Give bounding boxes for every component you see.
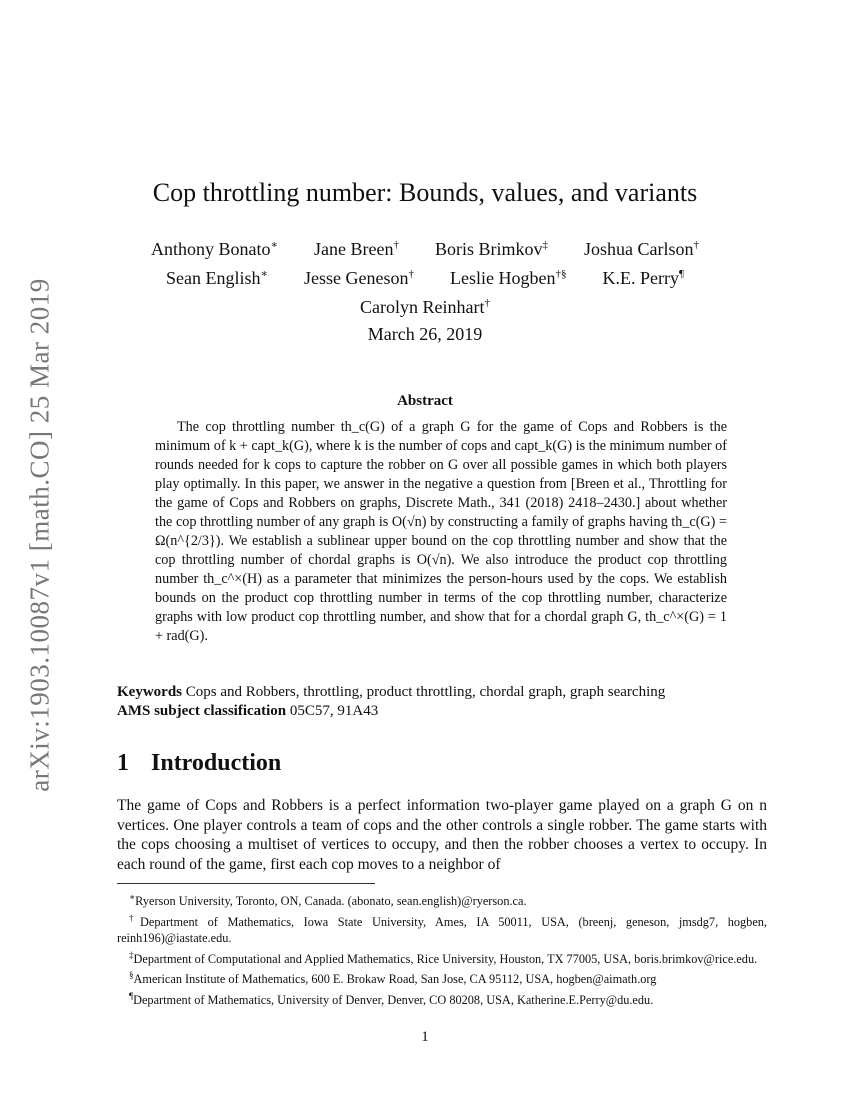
author: Jesse Geneson† xyxy=(304,268,415,288)
author-row-2 xyxy=(0,262,850,291)
footnote-rule xyxy=(117,883,375,884)
keywords-text: Cops and Robbers, throttling, product throttling, chordal graph, graph searching xyxy=(185,684,666,700)
ams-label: AMS subject classification xyxy=(117,703,287,719)
abstract-text: The cop throttling number th_c(G) of a graph G for the game of Cops and Robbers is the minimum of k + capt_k(G), where k is the number of cops and capt_k(G) is the minimum number of rounds needed for k cops to capture the robber on G over all possible games in which both players play optimally. In this paper, we answer in the negative a question from [Breen et al., Throttling for the game of Cops and Robbers on graphs, Discrete Math., 341 (2018) 2418–2430.] about whether the cop throttling number of any graph is O(√n) by constructing a family of graphs having th_c(G) = Ω(n^{2/3}). We establish a sublinear upper bound on the cop throttling number and show that the cop throttling number of chordal graphs is O(√n). We also introduce the product cop throttling number th_c^×(H) as a parameter that minimizes the person-hours used by the cops. We establish bounds on the product cop throttling number in terms of the cop throttling number, characterize graphs with low product cop throttling number, and show that for a chordal graph G, th_c^×(G) = 1 + rad(G). xyxy=(155,419,727,644)
arxiv-sidebar xyxy=(18,270,62,800)
footnote: ∗Ryerson University, Toronto, ON, Canada. (abonato, sean.english)@ryerson.ca. xyxy=(129,892,527,909)
author-row-3 xyxy=(0,291,850,320)
section-title: Introduction xyxy=(151,750,282,776)
footnote: †Department of Mathematics, Iowa State University, Ames, IA 50011, USA, (breenj, geneson, jmsdg7, hogben, reinh196)@iastate.edu. xyxy=(117,912,768,946)
footnote: ¶Department of Mathematics, University of Denver, Denver, CO 80208, USA, Katherine.E.Perry@du.edu. xyxy=(129,990,654,1007)
footnote: ‡Department of Computational and Applied Mathematics, Rice University, Houston, TX 77005, USA, boris.brimkov@rice.edu. xyxy=(129,949,758,966)
intro-paragraph: The game of Cops and Robbers is a perfect information two-player game played on a graph G on n vertices. One player controls a team of cops and the other controls a single robber. The game starts with the cops choosing a multiset of vertices to occupy, and then the robber chooses a vertex to occupy. In each round of the game, first each cop moves to a neighbor of xyxy=(117,797,767,873)
author: Jane Breen† xyxy=(314,239,399,259)
footnotes xyxy=(117,889,767,1008)
abstract-heading: Abstract xyxy=(397,393,453,409)
keywords-label: Keywords xyxy=(117,684,182,700)
paper-title: Cop throttling number: Bounds, values, and variants xyxy=(152,178,698,207)
keywords-block xyxy=(117,683,777,721)
author: Boris Brimkov‡ xyxy=(434,239,548,259)
author: Joshua Carlson† xyxy=(583,239,699,259)
author: Anthony Bonato∗ xyxy=(151,239,278,259)
author: Carolyn Reinhart† xyxy=(360,297,490,317)
author-row-1 xyxy=(0,233,850,262)
ams-text: 05C57, 91A43 xyxy=(289,703,379,719)
section-heading xyxy=(117,750,281,777)
author: Leslie Hogben†§ xyxy=(450,268,567,288)
section-number: 1 xyxy=(117,750,129,776)
paper-date: March 26, 2019 xyxy=(367,324,483,344)
author: Sean English∗ xyxy=(166,268,269,288)
page-number: 1 xyxy=(421,1029,429,1045)
arxiv-id: arXiv:1903.10087v1 [math.CO] 25 Mar 2019 xyxy=(24,278,55,792)
author-list xyxy=(0,233,850,320)
author: K.E. Perry¶ xyxy=(602,268,684,288)
footnote: §American Institute of Mathematics, 600 E. Brokaw Road, San Jose, CA 95112, USA, hogben@aimath.org xyxy=(129,970,657,987)
